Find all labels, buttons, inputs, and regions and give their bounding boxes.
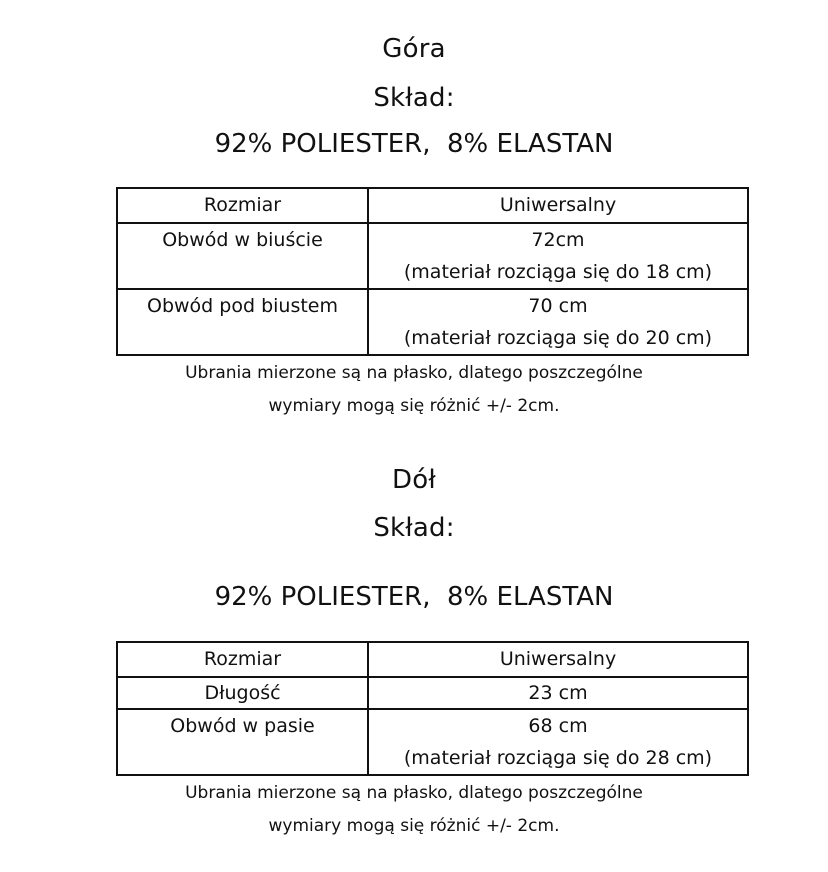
row-label-cell xyxy=(117,677,368,709)
row-note: (materiał rozciąga się do 28 cm) xyxy=(403,747,713,769)
table-header-row xyxy=(117,642,748,677)
row-value-cell xyxy=(368,709,748,775)
row-value-cell xyxy=(368,677,748,709)
bottom-note-line1: Ubrania mierzone są na płasko, dlatego poszczególne xyxy=(185,783,643,803)
header-value: Uniwersalny xyxy=(499,648,617,670)
row-label-cell xyxy=(117,709,368,775)
header-value-cell xyxy=(368,642,748,677)
top-composition-value: 92% POLIESTER, 8% ELASTAN xyxy=(214,129,614,159)
row-label: Obwód pod biustem xyxy=(147,295,338,317)
table-row xyxy=(117,223,748,289)
bottom-composition-label: Skład: xyxy=(373,513,455,543)
top-composition-label: Skład: xyxy=(373,83,455,113)
table-header-row xyxy=(117,188,748,223)
row-label-cell xyxy=(117,223,368,289)
header-value-cell xyxy=(368,188,748,223)
row-value: 68 cm xyxy=(528,715,588,737)
row-value-cell xyxy=(368,223,748,289)
top-section-title: Góra xyxy=(382,34,446,64)
header-label: Rozmiar xyxy=(203,194,282,216)
top-note-line2: wymiary mogą się różnić +/- 2cm. xyxy=(268,396,560,416)
row-value-cell xyxy=(368,289,748,355)
row-note: (materiał rozciąga się do 18 cm) xyxy=(403,261,713,283)
row-label: Długość xyxy=(204,682,281,704)
table-row xyxy=(117,289,748,355)
table-row xyxy=(117,677,748,709)
bottom-section-title: Dół xyxy=(392,465,436,495)
bottom-size-table xyxy=(116,641,749,776)
table-row xyxy=(117,709,748,775)
row-value: 72cm xyxy=(531,229,585,251)
header-label-cell xyxy=(117,188,368,223)
row-value: 70 cm xyxy=(528,295,588,317)
header-label: Rozmiar xyxy=(203,648,282,670)
header-label-cell xyxy=(117,642,368,677)
header-value: Uniwersalny xyxy=(499,194,617,216)
row-label: Obwód w pasie xyxy=(170,715,315,737)
row-value: 23 cm xyxy=(528,682,588,704)
row-note: (materiał rozciąga się do 20 cm) xyxy=(403,327,713,349)
bottom-note-line2: wymiary mogą się różnić +/- 2cm. xyxy=(268,816,560,836)
row-label: Obwód w biuście xyxy=(162,229,323,251)
top-size-table xyxy=(116,187,749,356)
bottom-composition-value: 92% POLIESTER, 8% ELASTAN xyxy=(214,582,614,612)
top-note-line1: Ubrania mierzone są na płasko, dlatego poszczególne xyxy=(185,363,643,383)
row-label-cell xyxy=(117,289,368,355)
